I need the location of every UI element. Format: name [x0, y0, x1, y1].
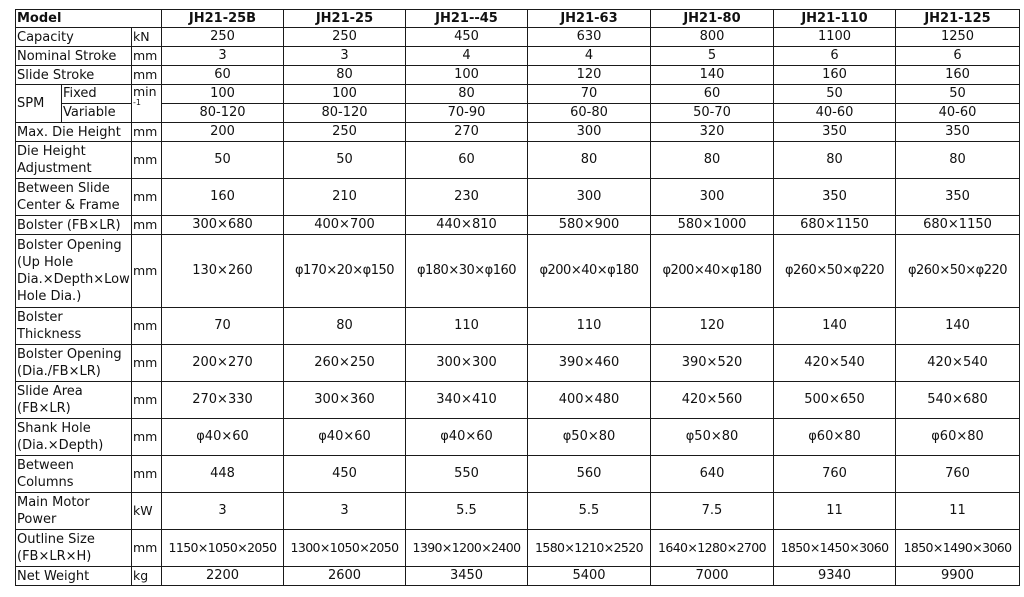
model-col-0: JH21-25B [162, 10, 284, 28]
row-slide-stroke [16, 66, 1020, 85]
cell: 80 [284, 66, 406, 85]
cell: 3450 [406, 567, 528, 586]
row-label: Nominal Stroke [16, 47, 132, 66]
cell: 350 [774, 123, 896, 142]
cell: 50 [284, 142, 406, 179]
row-unit: mm [132, 308, 162, 345]
row-between-slide-center-frame [16, 179, 1020, 216]
cell: 540×680 [896, 382, 1020, 419]
row-shank-hole [16, 419, 1020, 456]
cell: 760 [896, 456, 1020, 493]
cell: 1250 [896, 28, 1020, 47]
cell: φ40×60 [162, 419, 284, 456]
cell: 560 [528, 456, 651, 493]
model-col-6: JH21-125 [896, 10, 1020, 28]
row-label: Main Motor Power [16, 493, 132, 530]
cell: φ260×50×φ220 [896, 235, 1020, 308]
cell: 100 [406, 66, 528, 85]
row-unit: mm [132, 179, 162, 216]
cell: φ260×50×φ220 [774, 235, 896, 308]
row-unit: kN [132, 28, 162, 47]
row-label: Outline Size (FB×LR×H) [16, 530, 132, 567]
cell: 50 [162, 142, 284, 179]
row-unit: mm [132, 345, 162, 382]
cell: 80 [284, 308, 406, 345]
row-label: Die Height Adjustment [16, 142, 132, 179]
spm-unit-text: min [133, 84, 157, 99]
cell: 120 [528, 66, 651, 85]
cell: 9340 [774, 567, 896, 586]
cell: 11 [774, 493, 896, 530]
cell: 80 [406, 85, 528, 104]
cell: 1580×1210×2520 [528, 530, 651, 567]
cell: 3 [162, 47, 284, 66]
model-col-3: JH21-63 [528, 10, 651, 28]
cell: 140 [896, 308, 1020, 345]
row-label: Net Weight [16, 567, 132, 586]
cell: 340×410 [406, 382, 528, 419]
cell: 3 [284, 493, 406, 530]
cell: 130×260 [162, 235, 284, 308]
cell: 50 [774, 85, 896, 104]
cell: 300×680 [162, 216, 284, 235]
cell: 60 [162, 66, 284, 85]
row-net-weight [16, 567, 1020, 586]
spec-table-container [15, 9, 1020, 586]
cell: 1850×1450×3060 [774, 530, 896, 567]
cell: 60-80 [528, 104, 651, 123]
cell: 580×1000 [651, 216, 774, 235]
cell: 110 [406, 308, 528, 345]
cell: 680×1150 [896, 216, 1020, 235]
row-unit: mm [132, 235, 162, 308]
model-col-5: JH21-110 [774, 10, 896, 28]
cell: 2600 [284, 567, 406, 586]
cell: 250 [162, 28, 284, 47]
cell: 60 [406, 142, 528, 179]
cell: 80 [774, 142, 896, 179]
cell: 440×810 [406, 216, 528, 235]
row-unit: mm [132, 47, 162, 66]
cell: 3 [162, 493, 284, 530]
cell: 800 [651, 28, 774, 47]
cell: 6 [896, 47, 1020, 66]
cell: 450 [406, 28, 528, 47]
row-label: Slide Stroke [16, 66, 132, 85]
model-col-1: JH21-25 [284, 10, 406, 28]
cell: φ50×80 [528, 419, 651, 456]
row-between-columns [16, 456, 1020, 493]
cell: 580×900 [528, 216, 651, 235]
cell: 70-90 [406, 104, 528, 123]
cell: 300×360 [284, 382, 406, 419]
cell: 1300×1050×2050 [284, 530, 406, 567]
spm-fixed-label: Fixed [62, 85, 132, 104]
cell: 80 [651, 142, 774, 179]
row-label: Max. Die Height [16, 123, 132, 142]
cell: 9900 [896, 567, 1020, 586]
row-label: Between Columns [16, 456, 132, 493]
cell: 420×560 [651, 382, 774, 419]
cell: 390×520 [651, 345, 774, 382]
model-col-4: JH21-80 [651, 10, 774, 28]
row-bolster-opening-dia [16, 345, 1020, 382]
row-label: Between Slide Center & Frame [16, 179, 132, 216]
press-spec-table [15, 9, 1020, 586]
cell: 3 [284, 47, 406, 66]
cell: 270 [406, 123, 528, 142]
cell: 550 [406, 456, 528, 493]
row-nominal-stroke [16, 47, 1020, 66]
cell: 7.5 [651, 493, 774, 530]
cell: 110 [528, 308, 651, 345]
cell: 1390×1200×2400 [406, 530, 528, 567]
cell: φ40×60 [406, 419, 528, 456]
row-unit: mm [132, 142, 162, 179]
cell: 5.5 [528, 493, 651, 530]
cell: 400×480 [528, 382, 651, 419]
cell: 11 [896, 493, 1020, 530]
cell: 1100 [774, 28, 896, 47]
cell: 140 [774, 308, 896, 345]
cell: 70 [162, 308, 284, 345]
cell: 350 [896, 123, 1020, 142]
spm-variable-label: Variable [62, 104, 132, 123]
row-unit: mm [132, 216, 162, 235]
cell: 140 [651, 66, 774, 85]
row-die-height-adjustment [16, 142, 1020, 179]
cell: 420×540 [896, 345, 1020, 382]
cell: φ200×40×φ180 [528, 235, 651, 308]
cell: 4 [528, 47, 651, 66]
row-unit: kW [132, 493, 162, 530]
row-label: Slide Area (FB×LR) [16, 382, 132, 419]
cell: φ200×40×φ180 [651, 235, 774, 308]
row-label: Bolster Opening (Dia./FB×LR) [16, 345, 132, 382]
spm-unit [132, 85, 162, 123]
cell: 200×270 [162, 345, 284, 382]
cell: 250 [284, 28, 406, 47]
cell: 40-60 [774, 104, 896, 123]
cell: 160 [162, 179, 284, 216]
row-bolster-opening-up-hole [16, 235, 1020, 308]
cell: 500×650 [774, 382, 896, 419]
cell: 2200 [162, 567, 284, 586]
cell: 80-120 [162, 104, 284, 123]
row-label: Shank Hole (Dia.×Depth) [16, 419, 132, 456]
row-unit: mm [132, 419, 162, 456]
cell: 50-70 [651, 104, 774, 123]
cell: 350 [896, 179, 1020, 216]
row-unit: mm [132, 382, 162, 419]
cell: φ60×80 [896, 419, 1020, 456]
cell: 5.5 [406, 493, 528, 530]
row-slide-area [16, 382, 1020, 419]
cell: 450 [284, 456, 406, 493]
row-label: Bolster (FB×LR) [16, 216, 132, 235]
cell: 350 [774, 179, 896, 216]
cell: 300 [528, 179, 651, 216]
cell: 1640×1280×2700 [651, 530, 774, 567]
cell: 640 [651, 456, 774, 493]
cell: 1150×1050×2050 [162, 530, 284, 567]
cell: 5400 [528, 567, 651, 586]
cell: 390×460 [528, 345, 651, 382]
cell: 40-60 [896, 104, 1020, 123]
cell: 1850×1490×3060 [896, 530, 1020, 567]
cell: 7000 [651, 567, 774, 586]
cell: 760 [774, 456, 896, 493]
row-main-motor-power [16, 493, 1020, 530]
cell: 100 [284, 85, 406, 104]
cell: 60 [651, 85, 774, 104]
row-bolster [16, 216, 1020, 235]
row-capacity [16, 28, 1020, 47]
row-spm-variable [16, 104, 1020, 123]
cell: 80 [528, 142, 651, 179]
cell: φ40×60 [284, 419, 406, 456]
row-unit: mm [132, 530, 162, 567]
cell: 630 [528, 28, 651, 47]
cell: 210 [284, 179, 406, 216]
cell: 200 [162, 123, 284, 142]
cell: 320 [651, 123, 774, 142]
cell: 120 [651, 308, 774, 345]
cell: φ60×80 [774, 419, 896, 456]
row-unit: mm [132, 456, 162, 493]
cell: 400×700 [284, 216, 406, 235]
cell: 250 [284, 123, 406, 142]
cell: 160 [774, 66, 896, 85]
cell: φ180×30×φ160 [406, 235, 528, 308]
cell: 80-120 [284, 104, 406, 123]
cell: 230 [406, 179, 528, 216]
row-unit: kg [132, 567, 162, 586]
row-max-die-height [16, 123, 1020, 142]
row-spm-fixed [16, 85, 1020, 104]
row-bolster-thickness [16, 308, 1020, 345]
cell: 50 [896, 85, 1020, 104]
cell: φ170×20×φ150 [284, 235, 406, 308]
row-label: Bolster Opening (Up Hole Dia.×Depth×Low Hole Dia.) [16, 235, 132, 308]
row-label: Capacity [16, 28, 132, 47]
cell: 270×330 [162, 382, 284, 419]
model-col-2: JH21--45 [406, 10, 528, 28]
header-row [16, 10, 1020, 28]
cell: 300 [651, 179, 774, 216]
spm-label: SPM [16, 85, 62, 123]
cell: 80 [896, 142, 1020, 179]
cell: φ50×80 [651, 419, 774, 456]
model-header: Model [16, 10, 162, 28]
row-unit: mm [132, 123, 162, 142]
cell: 420×540 [774, 345, 896, 382]
cell: 260×250 [284, 345, 406, 382]
cell: 70 [528, 85, 651, 104]
cell: 160 [896, 66, 1020, 85]
cell: 4 [406, 47, 528, 66]
spm-unit-exponent: -1 [133, 98, 141, 107]
cell: 5 [651, 47, 774, 66]
row-label: Bolster Thickness [16, 308, 132, 345]
cell: 680×1150 [774, 216, 896, 235]
cell: 6 [774, 47, 896, 66]
row-outline-size [16, 530, 1020, 567]
cell: 448 [162, 456, 284, 493]
cell: 100 [162, 85, 284, 104]
cell: 300 [528, 123, 651, 142]
row-unit: mm [132, 66, 162, 85]
cell: 300×300 [406, 345, 528, 382]
